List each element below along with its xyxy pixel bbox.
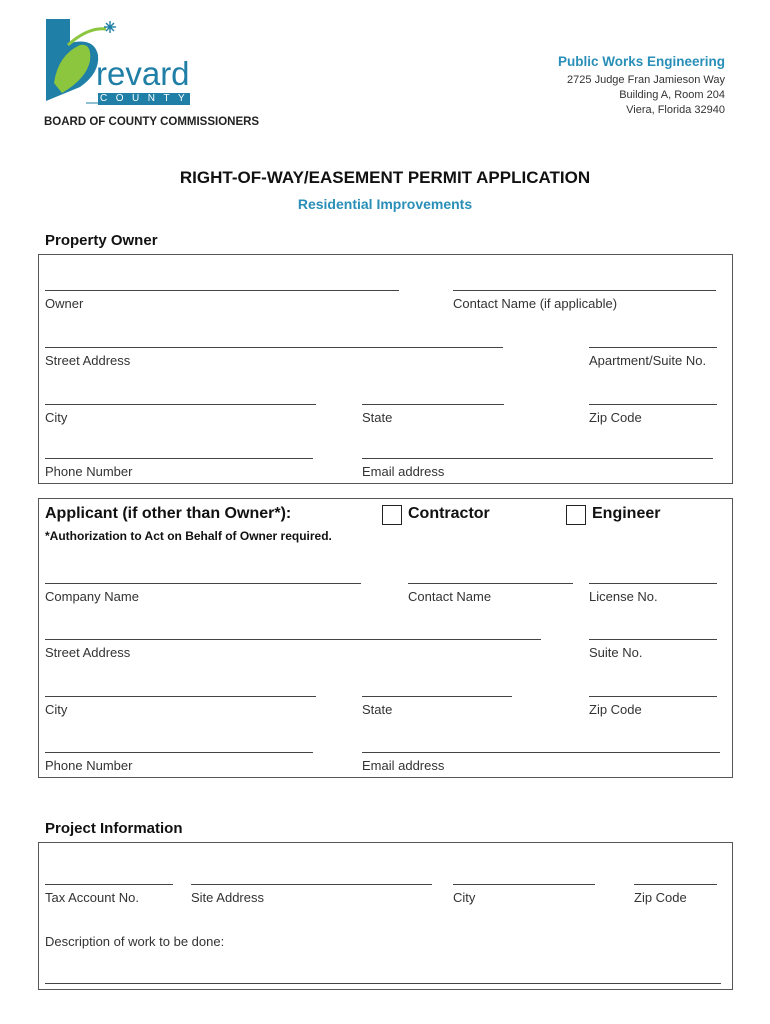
owner-field-line[interactable] — [45, 290, 399, 291]
form-subtitle: Residential Improvements — [297, 196, 473, 212]
suite-label: Suite No. — [589, 645, 643, 660]
applicant-city-field-line[interactable] — [45, 696, 316, 697]
owner-label: Owner — [45, 296, 84, 311]
project-zip-field-line[interactable] — [634, 884, 717, 885]
applicant-email-field-line[interactable] — [362, 752, 720, 753]
applicant-contact-label: Contact Name — [408, 589, 492, 604]
contractor-label: Contractor — [408, 505, 490, 522]
owner-contact-field-line[interactable] — [453, 290, 716, 291]
applicant-city-label: City — [45, 702, 68, 717]
owner-city-field-line[interactable] — [45, 404, 316, 405]
engineer-checkbox[interactable] — [566, 505, 586, 525]
applicant-contact-field-line[interactable] — [408, 583, 573, 584]
owner-phone-field-line[interactable] — [45, 458, 313, 459]
owner-zip-field-line[interactable] — [589, 404, 717, 405]
license-label: License No. — [589, 589, 658, 604]
applicant-phone-label: Phone Number — [45, 758, 133, 773]
owner-phone-label: Phone Number — [45, 464, 133, 479]
project-city-label: City — [453, 890, 476, 905]
board-label: BOARD OF COUNTY COMMISSIONERS — [44, 116, 260, 128]
applicant-street-label: Street Address — [45, 645, 131, 660]
owner-email-label: Email address — [362, 464, 445, 479]
owner-street-label: Street Address — [45, 353, 131, 368]
description-field-line[interactable] — [45, 983, 721, 984]
owner-apt-label: Apartment/Suite No. — [589, 353, 707, 368]
property-owner-heading: Property Owner — [45, 232, 158, 249]
company-field-line[interactable] — [45, 583, 361, 584]
owner-email-field-line[interactable] — [362, 458, 713, 459]
project-city-field-line[interactable] — [453, 884, 595, 885]
applicant-email-label: Email address — [362, 758, 445, 773]
applicant-heading: Applicant (if other than Owner*): — [45, 505, 292, 522]
authorization-note: *Authorization to Act on Behalf of Owner required. — [45, 529, 332, 543]
logo-county: COUNTY — [100, 93, 194, 104]
owner-contact-label: Contact Name (if applicable) — [453, 296, 618, 311]
owner-state-label: State — [362, 410, 393, 425]
project-info-box — [38, 842, 733, 990]
applicant-street-field-line[interactable] — [45, 639, 541, 640]
site-address-label: Site Address — [191, 890, 264, 905]
owner-street-field-line[interactable] — [45, 347, 503, 348]
applicant-state-label: State — [362, 702, 393, 717]
applicant-zip-label: Zip Code — [589, 702, 642, 717]
engineer-label: Engineer — [592, 505, 661, 522]
owner-zip-label: Zip Code — [589, 410, 642, 425]
logo-word: revard — [96, 55, 190, 92]
license-field-line[interactable] — [589, 583, 717, 584]
description-label: Description of work to be done: — [45, 934, 225, 949]
company-label: Company Name — [45, 589, 139, 604]
tax-account-field-line[interactable] — [45, 884, 173, 885]
owner-apt-field-line[interactable] — [589, 347, 717, 348]
brevard-logo — [40, 15, 200, 110]
applicant-state-field-line[interactable] — [362, 696, 512, 697]
owner-city-label: City — [45, 410, 68, 425]
address-line-1: 2725 Judge Fran Jamieson Way — [567, 74, 725, 86]
address-line-2: Building A, Room 204 — [619, 89, 725, 101]
applicant-zip-field-line[interactable] — [589, 696, 717, 697]
owner-state-field-line[interactable] — [362, 404, 504, 405]
project-info-heading: Project Information — [45, 820, 183, 837]
project-zip-label: Zip Code — [634, 890, 687, 905]
contractor-checkbox[interactable] — [382, 505, 402, 525]
address-line-3: Viera, Florida 32940 — [626, 104, 725, 116]
dept-name: Public Works Engineering — [557, 54, 725, 69]
site-address-field-line[interactable] — [191, 884, 432, 885]
form-title: RIGHT-OF-WAY/EASEMENT PERMIT APPLICATION — [179, 168, 591, 187]
tax-account-label: Tax Account No. — [45, 890, 139, 905]
suite-field-line[interactable] — [589, 639, 717, 640]
applicant-phone-field-line[interactable] — [45, 752, 313, 753]
property-owner-box — [38, 254, 733, 484]
